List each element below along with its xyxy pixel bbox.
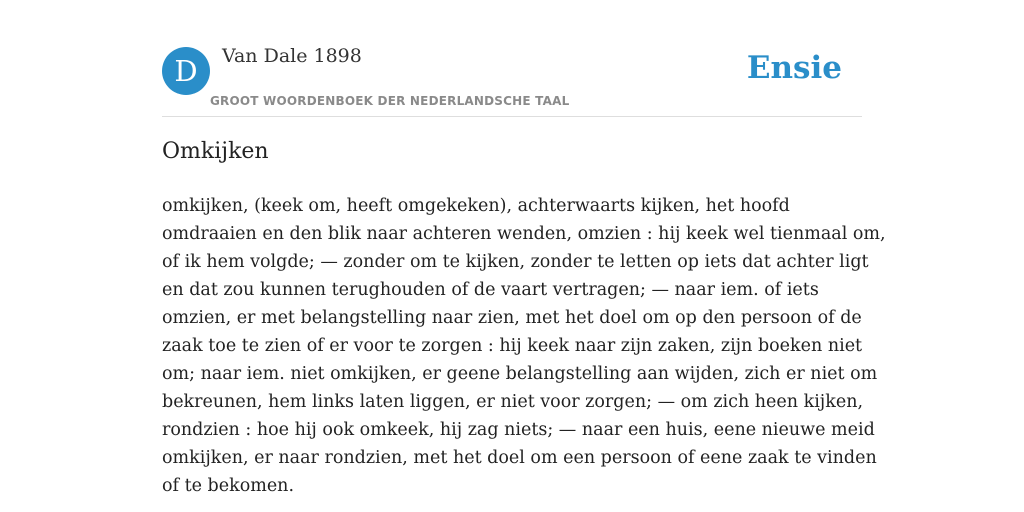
definition-line: of te bekomen. (162, 476, 295, 496)
definition-line: omkijken, (keek om, heeft omgekeken), achterwaarts kijken, het hoofd (162, 196, 790, 216)
definition-line: omdraaien en den blik naar achteren wenden, omzien : hij keek wel tienmaal om, (162, 224, 886, 244)
definition-line: bekreunen, hem links laten liggen, er niet voor zorgen; — om zich heen kijken, (162, 392, 864, 412)
entry-definition (162, 192, 886, 500)
definition-line: of ik hem volgde; — zonder om te kijken, zonder te letten op iets dat achter ligt (162, 252, 869, 272)
definition-line: zaak toe te zien of er voor te zorgen : hij keek naar zijn zaken, zijn boeken niet (162, 336, 863, 356)
source-title[interactable]: Van Dale 1898 (222, 45, 362, 67)
entry-title: Omkijken (162, 139, 269, 164)
source-logo-icon[interactable]: D (162, 47, 210, 95)
definition-line: en dat zou kunnen terughouden of de vaart vertragen; — naar iem. of iets (162, 280, 819, 300)
ensie-logo[interactable]: Ensie (746, 50, 842, 86)
site-header (162, 0, 862, 117)
definition-line: omkijken, er naar rondzien, met het doel om een persoon of eene zaak te vinden (162, 448, 877, 468)
definition-line: om; naar iem. niet omkijken, er geene belangstelling aan wijden, zich er niet om (162, 364, 878, 384)
definition-line: omzien, er met belangstelling naar zien, met het doel om op den persoon of de (162, 308, 862, 328)
definition-line: rondzien : hoe hij ook omkeek, hij zag niets; — naar een huis, eene nieuwe meid (162, 420, 875, 440)
source-subtitle: GROOT WOORDENBOEK DER NEDERLANDSCHE TAAL (210, 94, 570, 108)
